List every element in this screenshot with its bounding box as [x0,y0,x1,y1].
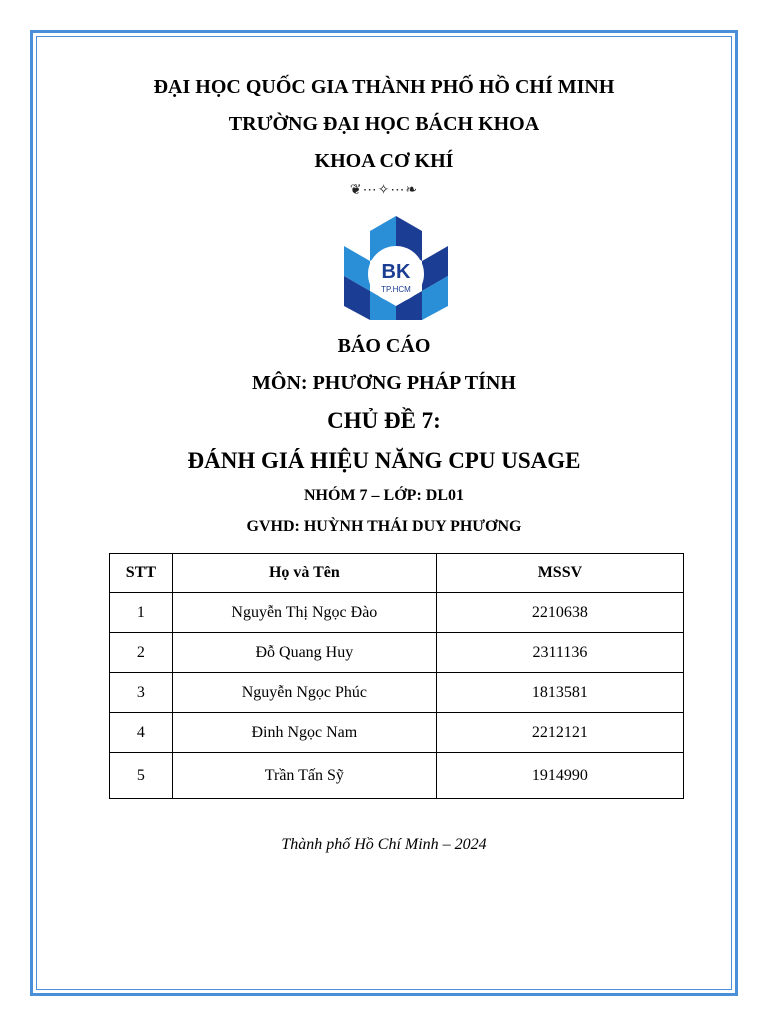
group-class: NHÓM 7 – LỚP: DL01 [304,487,464,504]
topic-title: ĐÁNH GIÁ HIỆU NĂNG CPU USAGE [187,448,581,473]
header-stt: STT [110,554,173,593]
table-row [110,633,684,673]
footer-place-year: Thành phố Hồ Chí Minh – 2024 [281,836,487,853]
report-subject: MÔN: PHƯƠNG PHÁP TÍNH [252,372,516,394]
logo-text-sub: TP.HCM [381,285,411,294]
table-header-row [110,554,684,593]
faculty-name: KHOA CƠ KHÍ [314,150,454,172]
cell-mssv: 2212121 [436,713,683,753]
school-name: TRƯỜNG ĐẠI HỌC BÁCH KHOA [228,113,540,135]
cell-mssv: 2210638 [436,593,683,633]
report-type: BÁO CÁO [337,335,431,357]
cell-stt: 3 [110,673,173,713]
cell-stt: 4 [110,713,173,753]
members-table [109,553,684,799]
instructor: GVHD: HUỲNH THÁI DUY PHƯƠNG [246,518,522,535]
cell-mssv: 1813581 [436,673,683,713]
university-name: ĐẠI HỌC QUỐC GIA THÀNH PHỐ HỒ CHÍ MINH [153,76,615,98]
table-row [110,593,684,633]
header-name: Họ và Tên [172,554,436,593]
cell-mssv: 1914990 [436,753,683,799]
header-mssv: MSSV [436,554,683,593]
topic-number: CHỦ ĐỀ 7: [327,408,441,433]
cell-stt: 5 [110,753,173,799]
cell-name: Đỗ Quang Huy [172,633,436,673]
cell-name: Trần Tấn Sỹ [172,753,436,799]
cell-mssv: 2311136 [436,633,683,673]
bk-logo [336,212,456,324]
cell-stt: 1 [110,593,173,633]
cell-name: Nguyễn Ngọc Phúc [172,673,436,713]
table-row [110,673,684,713]
cell-name: Đinh Ngọc Nam [172,713,436,753]
logo-text-main: BK [381,261,411,283]
table-row [110,713,684,753]
table-row [110,753,684,799]
cell-name: Nguyễn Thị Ngọc Đào [172,593,436,633]
cell-stt: 2 [110,633,173,673]
ornament-divider: ❦⋯✧⋯❧ [349,183,419,198]
